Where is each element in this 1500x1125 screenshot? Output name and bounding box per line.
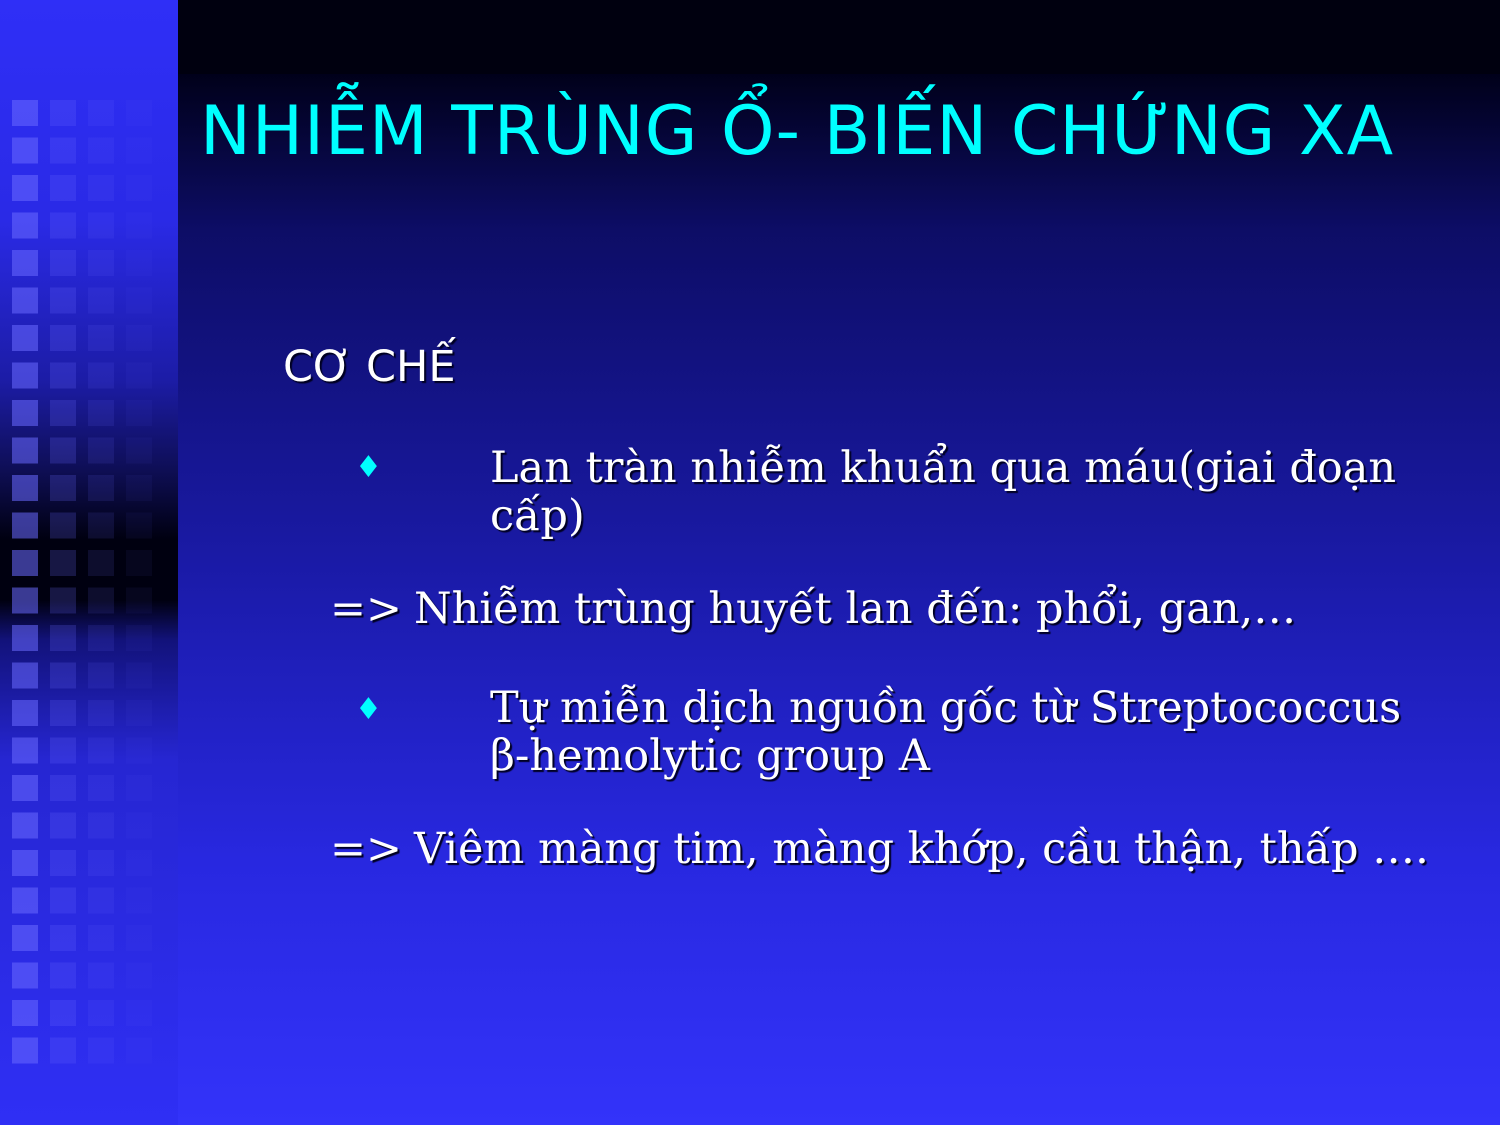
decor-square [50, 438, 76, 464]
decor-square [12, 475, 38, 501]
decor-square [12, 1038, 38, 1064]
result-line-text: Viêm màng tim, màng khớp, cầu thận, thấp …. [414, 824, 1429, 874]
decor-square [126, 363, 152, 389]
decor-square [88, 888, 114, 914]
decor-square [126, 588, 152, 614]
decor-square [88, 588, 114, 614]
decor-square [88, 550, 114, 576]
section-heading: CƠ CHẾ [283, 342, 456, 392]
decor-square [12, 925, 38, 951]
decor-square [50, 738, 76, 764]
decor-square [126, 175, 152, 201]
decor-square [50, 588, 76, 614]
decor-square [126, 288, 152, 314]
result-line [330, 824, 1429, 874]
decor-square [126, 325, 152, 351]
decor-square [12, 1000, 38, 1026]
decor-square [126, 550, 152, 576]
decor-square [12, 288, 38, 314]
decor-square [12, 850, 38, 876]
decor-square [50, 363, 76, 389]
decor-square [50, 475, 76, 501]
decor-square [12, 363, 38, 389]
decor-square [50, 1038, 76, 1064]
decor-square [88, 175, 114, 201]
decor-square [88, 850, 114, 876]
decor-square [50, 850, 76, 876]
decor-square [12, 513, 38, 539]
decor-square [88, 738, 114, 764]
decor-square [88, 138, 114, 164]
decor-square [88, 775, 114, 801]
decor-square [88, 213, 114, 239]
decor-square [50, 925, 76, 951]
decor-square [50, 550, 76, 576]
decor-square [88, 400, 114, 426]
decor-square [50, 250, 76, 276]
decor-square [88, 625, 114, 651]
arrow-symbol: => [330, 824, 403, 874]
decor-square [88, 963, 114, 989]
decor-square [126, 775, 152, 801]
decor-square [12, 438, 38, 464]
decor-square [50, 813, 76, 839]
decor-square [12, 738, 38, 764]
decor-square [50, 663, 76, 689]
decor-square [50, 100, 76, 126]
decor-square [88, 438, 114, 464]
decor-square [12, 175, 38, 201]
decor-square [88, 513, 114, 539]
decor-square [88, 813, 114, 839]
decor-square [50, 888, 76, 914]
result-line-text: Nhiễm trùng huyết lan đến: phổi, gan,… [414, 584, 1297, 634]
decor-square [12, 663, 38, 689]
decor-square [12, 700, 38, 726]
decor-square [50, 775, 76, 801]
decor-square [12, 963, 38, 989]
decor-square [126, 1000, 152, 1026]
decor-square [12, 213, 38, 239]
result-line [330, 584, 1296, 634]
decor-square [12, 325, 38, 351]
decor-square [88, 663, 114, 689]
decor-square [50, 700, 76, 726]
decor-square [126, 813, 152, 839]
decor-square [126, 963, 152, 989]
decor-square [126, 625, 152, 651]
decor-square [50, 400, 76, 426]
decor-square [12, 588, 38, 614]
decor-square [88, 250, 114, 276]
decor-square [88, 1000, 114, 1026]
decor-square [126, 138, 152, 164]
decor-square [88, 1038, 114, 1064]
decor-square [126, 250, 152, 276]
decor-square [126, 475, 152, 501]
decor-square [88, 475, 114, 501]
bullet-item-text: Tự miễn dịch nguồn gốc từ Streptococcus β-hemolytic group A [490, 683, 1402, 781]
decor-square [88, 363, 114, 389]
decor-square [126, 400, 152, 426]
decor-square [126, 438, 152, 464]
decor-square [12, 625, 38, 651]
decor-square [50, 175, 76, 201]
decor-square [88, 325, 114, 351]
decor-square [126, 738, 152, 764]
decor-square [88, 288, 114, 314]
decor-square [50, 1000, 76, 1026]
decor-square [126, 888, 152, 914]
diamond-bullet-icon: ♦ [355, 692, 382, 727]
decor-square [126, 513, 152, 539]
decor-square [50, 513, 76, 539]
decor-square [50, 963, 76, 989]
decor-square [50, 325, 76, 351]
bullet-item-text: Lan tràn nhiễm khuẩn qua máu(giai đoạn cấp) [490, 443, 1397, 541]
decor-square [12, 813, 38, 839]
decor-square [50, 213, 76, 239]
decor-square [50, 288, 76, 314]
decor-square [126, 700, 152, 726]
slide-title: NHIỄM TRÙNG Ổ- BIẾN CHỨNG XA [200, 92, 1395, 171]
decor-square [126, 100, 152, 126]
decor-square [126, 663, 152, 689]
decor-square [12, 400, 38, 426]
side-decor-squares [0, 0, 178, 1125]
top-dark-band [178, 0, 1500, 74]
decor-square [88, 700, 114, 726]
decor-square [12, 250, 38, 276]
decor-square [12, 138, 38, 164]
decor-square [88, 100, 114, 126]
decor-square [88, 925, 114, 951]
diamond-bullet-icon: ♦ [355, 450, 382, 485]
decor-square [12, 775, 38, 801]
decor-square [50, 625, 76, 651]
decor-square [12, 888, 38, 914]
decor-square [126, 850, 152, 876]
decor-square [12, 100, 38, 126]
decor-square [126, 213, 152, 239]
decor-square [50, 138, 76, 164]
decor-square [126, 925, 152, 951]
decor-square [126, 1038, 152, 1064]
decor-square [12, 550, 38, 576]
arrow-symbol: => [330, 584, 403, 634]
